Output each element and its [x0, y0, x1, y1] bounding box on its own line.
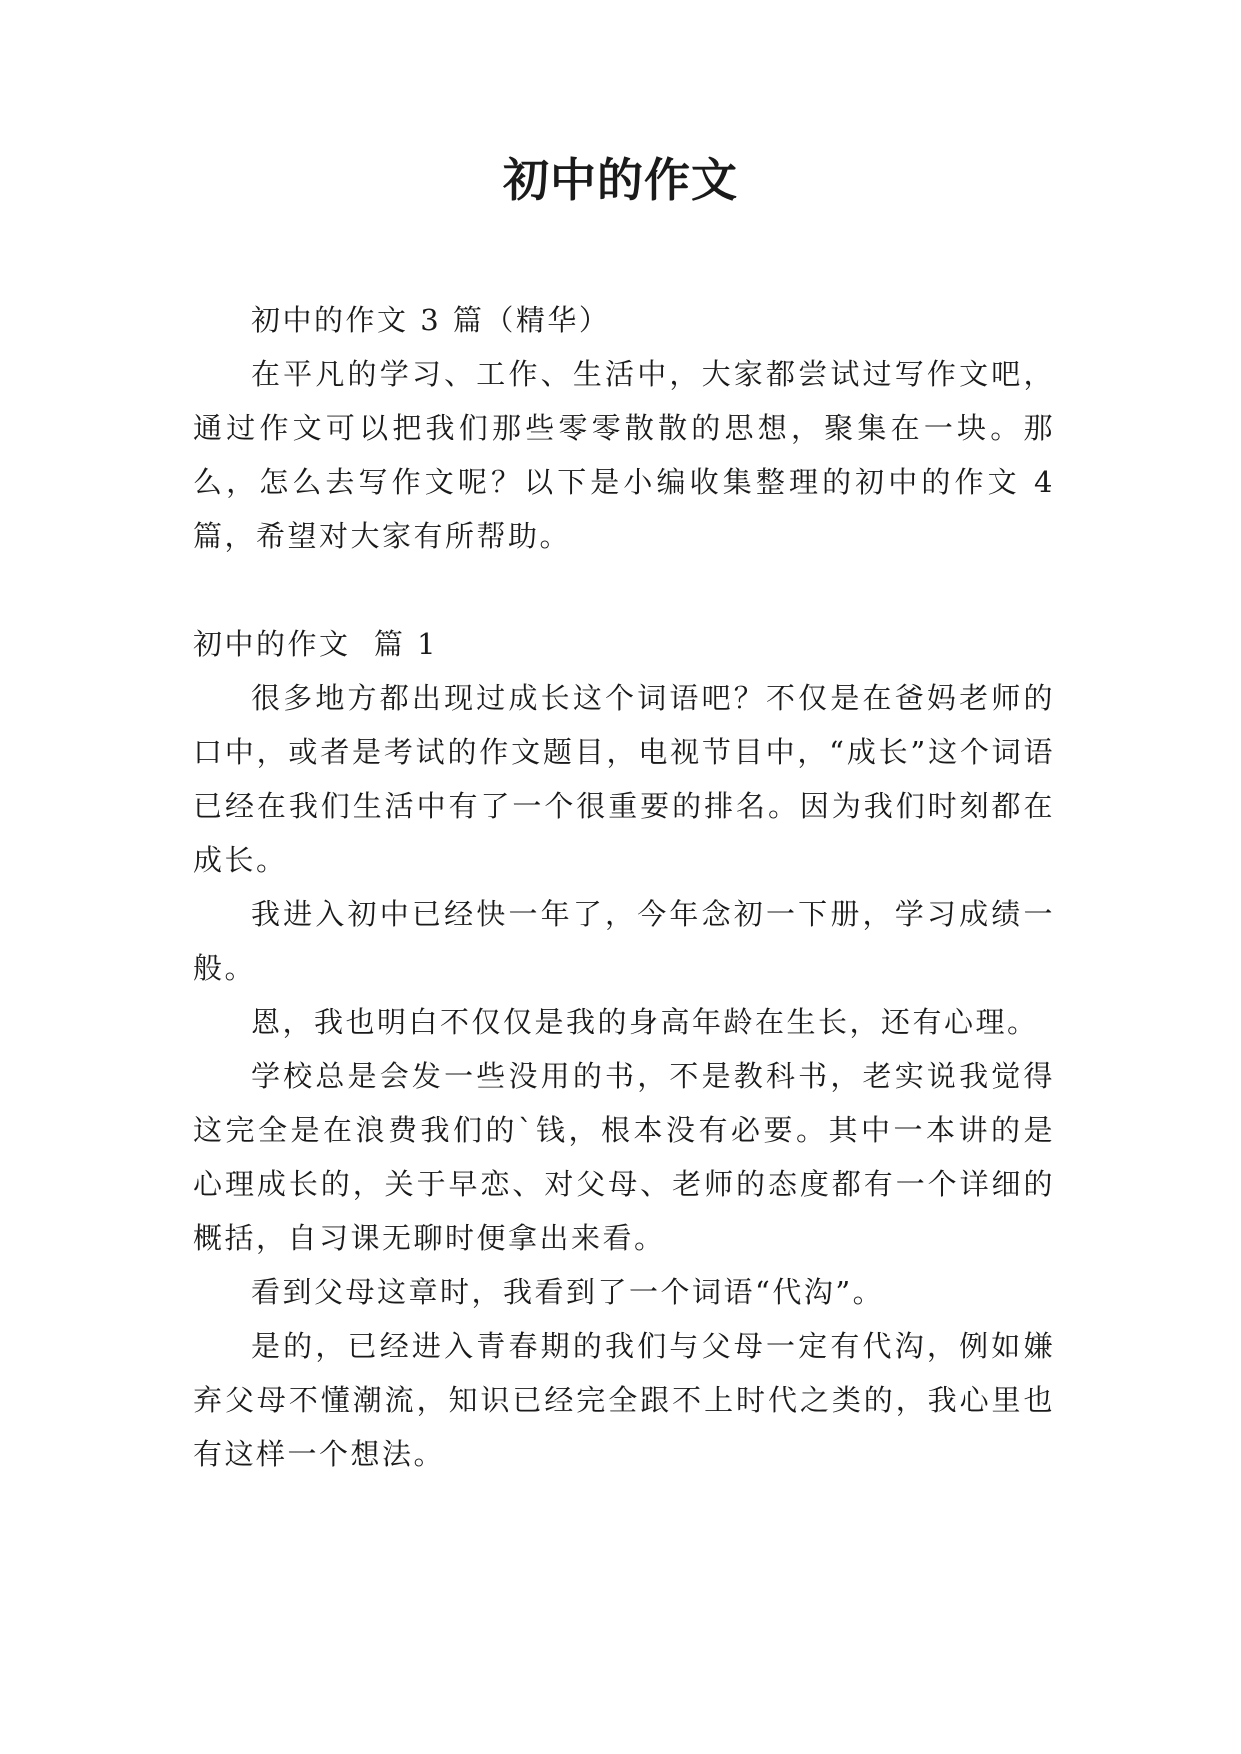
body-paragraph: 学校总是会发一些没用的书，不是教科书，老实说我觉得这完全是在浪费我们的`钱，根本没有必要。其中一本讲的是心理成长的，关于早恋、对父母、老师的态度都有一个详细的概括，自习课无聊时便拿出来看。	[193, 1059, 1055, 1255]
section-heading: 初中的作文 篇 1	[193, 627, 439, 661]
body-paragraph: 看到父母这章时，我看到了一个词语“代沟”。	[251, 1275, 885, 1309]
document-title: 初中的作文	[503, 153, 738, 207]
body-paragraph: 恩，我也明白不仅仅是我的身高年龄在生长，还有心理。	[251, 1005, 1039, 1039]
intro-paragraph: 在平凡的学习、工作、生活中，大家都尝试过写作文吧，通过作文可以把我们那些零零散散的思想，聚集在一块。那么，怎么去写作文呢？以下是小编收集整理的初中的作文 4 篇，希望对大家有所帮助。	[193, 357, 1055, 553]
body-paragraph: 是的，已经进入青春期的我们与父母一定有代沟，例如嫌弃父母不懂潮流，知识已经完全跟不上时代之类的，我心里也有这样一个想法。	[193, 1329, 1055, 1471]
document-body	[193, 293, 1055, 1481]
document-subtitle: 初中的作文 3 篇（精华）	[251, 303, 611, 337]
section-spacer	[193, 563, 1055, 617]
body-paragraph: 我进入初中已经快一年了，今年念初一下册，学习成绩一般。	[193, 897, 1055, 985]
body-paragraph: 很多地方都出现过成长这个词语吧？不仅是在爸妈老师的口中，或者是考试的作文题目，电视节目中，“成长”这个词语已经在我们生活中有了一个很重要的排名。因为我们时刻都在成长。	[193, 681, 1055, 877]
